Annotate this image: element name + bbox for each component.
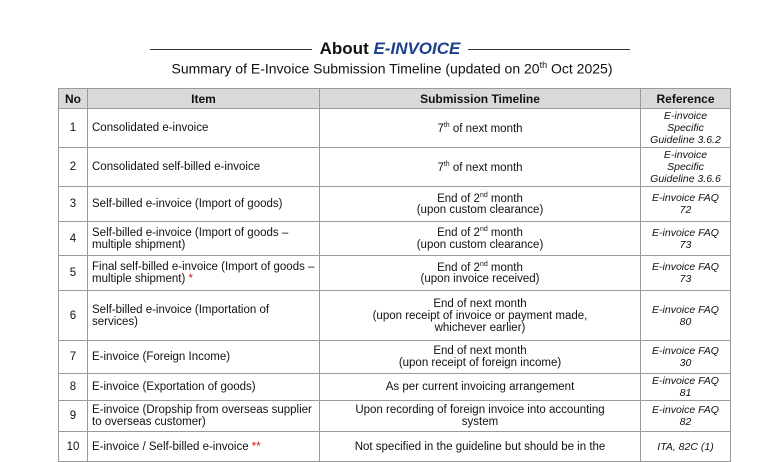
row-item xyxy=(88,291,320,341)
table-row xyxy=(59,401,731,432)
row-timeline xyxy=(320,401,641,432)
timeline-text: End of 2 xyxy=(437,192,480,205)
item-text: Final self-billed e-invoice (Import of goods – multiple shipment) xyxy=(92,261,315,285)
row-item xyxy=(88,432,320,462)
row-item xyxy=(88,222,320,256)
row-number: 10 xyxy=(59,432,88,462)
row-number: 6 xyxy=(59,291,88,341)
timeline-line-2: (upon receipt of invoice or payment made, xyxy=(372,309,588,322)
timeline-text: Upon recording of foreign invoice into accounting xyxy=(355,404,605,416)
timeline-text-post: month xyxy=(487,226,523,239)
timeline-text: 7 xyxy=(437,122,444,135)
item-text: Self-billed e-invoice (Import of goods) xyxy=(92,198,283,210)
table-row xyxy=(59,109,731,148)
subtitle-sup: th xyxy=(539,60,548,70)
title-rule-right xyxy=(468,49,630,50)
timeline-text: Not specified in the guideline but should be in the xyxy=(354,440,606,453)
timeline-text: End of 2 xyxy=(437,226,480,239)
item-text: E-invoice (Dropship from overseas supplier to overseas customer) xyxy=(92,404,312,428)
timeline-sup: th xyxy=(443,121,450,129)
row-timeline xyxy=(320,148,641,187)
row-number: 5 xyxy=(59,256,88,291)
footnote-mark: ** xyxy=(251,440,261,453)
row-timeline xyxy=(320,374,641,401)
row-reference: E-invoice FAQ 73 xyxy=(641,222,731,256)
table-body xyxy=(59,109,731,462)
item-text: E-invoice / Self-billed e-invoice xyxy=(92,440,252,453)
timeline-line-2: system xyxy=(461,416,499,428)
table-row xyxy=(59,374,731,401)
row-timeline xyxy=(320,291,641,341)
table-header-row xyxy=(59,89,731,109)
timeline-text-post: of next month xyxy=(449,161,523,174)
row-number: 2 xyxy=(59,148,88,187)
row-reference: E-invoice FAQ 81 xyxy=(641,374,731,401)
item-text: Consolidated e-invoice xyxy=(92,122,209,134)
table-row xyxy=(59,341,731,374)
row-reference: E-invoice FAQ 30 xyxy=(641,341,731,374)
row-timeline xyxy=(320,341,641,374)
row-reference: E-invoice FAQ 73 xyxy=(641,256,731,291)
row-reference: ITA, 82C (1) xyxy=(641,432,731,462)
column-header-timeline: Submission Timeline xyxy=(320,89,641,109)
row-timeline xyxy=(320,222,641,256)
row-reference: E-invoice FAQ 72 xyxy=(641,187,731,222)
row-number: 1 xyxy=(59,109,88,148)
row-item xyxy=(88,374,320,401)
timeline-text: End of next month xyxy=(433,297,527,310)
timeline-text-post: month xyxy=(487,192,523,205)
subtitle-before: Summary of E-Invoice Submission Timeline (updated on 20 xyxy=(171,60,540,77)
row-reference: E-invoice FAQ 80 xyxy=(641,291,731,341)
row-timeline xyxy=(320,256,641,291)
column-header-reference: Reference xyxy=(641,89,731,109)
item-text: Self-billed e-invoice (Import of goods – multiple shipment) xyxy=(92,226,289,251)
timeline-sup: nd xyxy=(479,226,488,234)
row-item xyxy=(88,148,320,187)
item-text: E-invoice (Foreign Income) xyxy=(92,351,231,363)
timeline-line-3: whichever earlier) xyxy=(434,321,526,334)
table-row xyxy=(59,222,731,256)
row-item xyxy=(88,256,320,291)
title-accent: E-INVOICE xyxy=(373,39,461,58)
row-number: 8 xyxy=(59,374,88,401)
row-item xyxy=(88,109,320,148)
row-item xyxy=(88,341,320,374)
timeline-line-2: (upon invoice received) xyxy=(420,273,540,286)
title-text xyxy=(312,39,469,59)
title-rule-left xyxy=(150,49,312,50)
column-header-no: No xyxy=(59,89,88,109)
row-number: 3 xyxy=(59,187,88,222)
footnote-mark: * xyxy=(188,273,193,285)
timeline-text: As per current invoicing arrangement xyxy=(385,381,575,393)
timeline-line-2: (upon receipt of foreign income) xyxy=(398,357,562,369)
document-title xyxy=(150,38,630,60)
row-timeline xyxy=(320,432,641,462)
timeline-text: End of next month xyxy=(433,345,527,357)
timeline-sup: nd xyxy=(479,191,488,199)
timeline-text: End of 2 xyxy=(437,261,480,274)
title-prefix: About xyxy=(319,39,374,58)
subtitle xyxy=(0,60,784,77)
timeline-line-2: (upon custom clearance) xyxy=(416,204,544,217)
item-text: Consolidated self-billed e-invoice xyxy=(92,161,261,173)
timeline-sup: th xyxy=(443,160,450,168)
row-timeline xyxy=(320,187,641,222)
row-timeline xyxy=(320,109,641,148)
timeline-text-post: month xyxy=(487,261,523,274)
row-number: 9 xyxy=(59,401,88,432)
table-row xyxy=(59,148,731,187)
table-row xyxy=(59,432,731,462)
timeline-sup: nd xyxy=(479,260,488,268)
item-text: Self-billed e-invoice (Importation of services) xyxy=(92,303,270,328)
row-reference: E-invoice Specific Guideline 3.6.6 xyxy=(641,148,731,187)
timeline-text-post: of next month xyxy=(449,122,523,135)
table-row xyxy=(59,256,731,291)
timeline-line-2: (upon custom clearance) xyxy=(416,238,544,251)
timeline-text: 7 xyxy=(437,161,444,174)
row-reference: E-invoice FAQ 82 xyxy=(641,401,731,432)
subtitle-after: Oct 2025) xyxy=(547,60,613,77)
row-number: 4 xyxy=(59,222,88,256)
timeline-table xyxy=(58,88,731,462)
table-row xyxy=(59,291,731,341)
row-item xyxy=(88,401,320,432)
column-header-item: Item xyxy=(88,89,320,109)
table-row xyxy=(59,187,731,222)
row-number: 7 xyxy=(59,341,88,374)
row-item xyxy=(88,187,320,222)
item-text: E-invoice (Exportation of goods) xyxy=(92,381,256,393)
row-reference: E-invoice Specific Guideline 3.6.2 xyxy=(641,109,731,148)
